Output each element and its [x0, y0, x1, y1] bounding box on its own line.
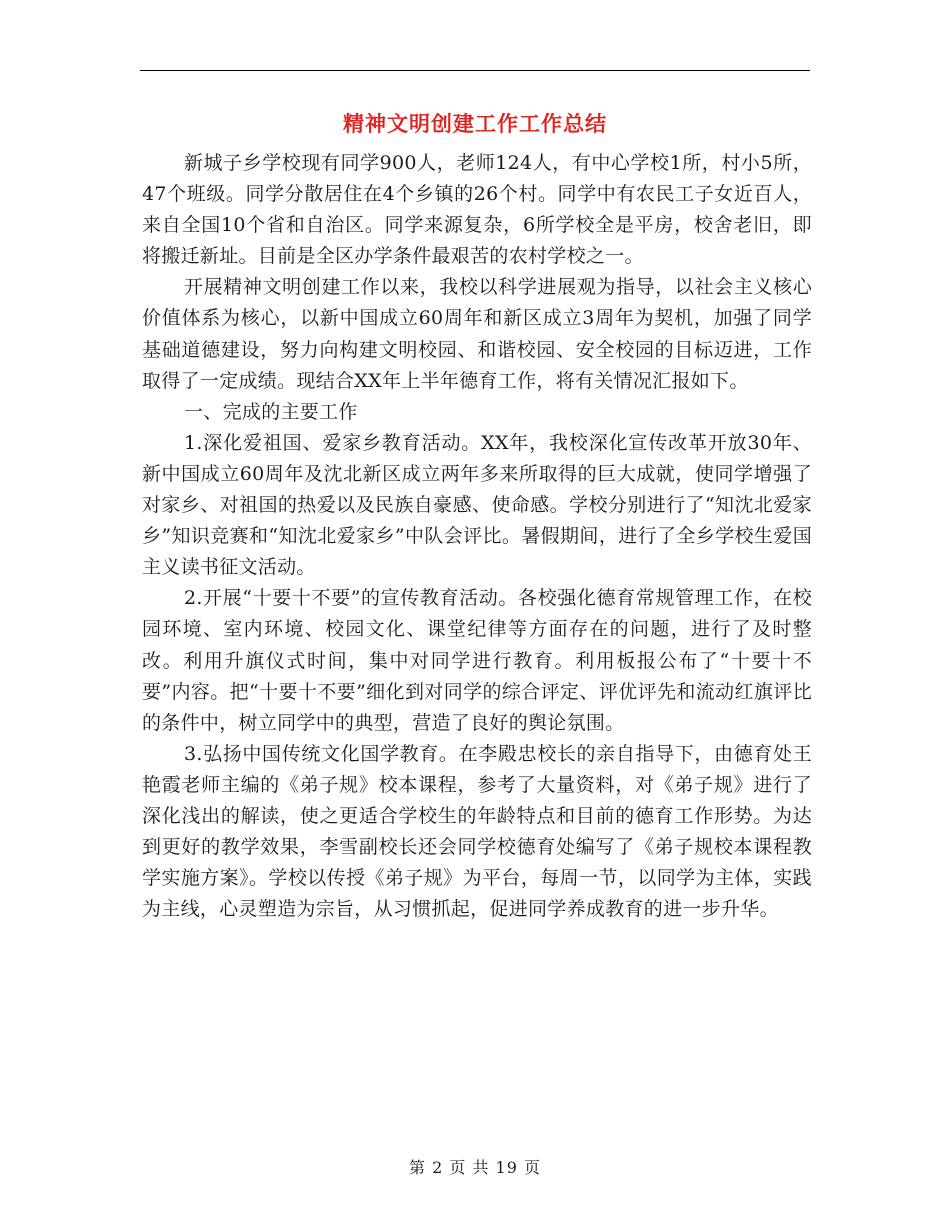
- section-heading: 一、完成的主要工作: [184, 400, 358, 423]
- header-rule: [140, 70, 810, 71]
- page-number: 第 2 页 共 19 页: [409, 1158, 541, 1177]
- paragraph-intro: 新城子乡学校现有同学900人，老师124人，有中心学校1所，村小5所，47个班级。同学分散居住在4个乡镇的26个村。同学中有农民工子女近百人，来自全国10个省和自治区。同学来源复杂，6所学校全是平房，校舍老旧，即将搬迁新址。目前是全区办学条件最艰苦的农村学校之一。: [142, 152, 812, 268]
- document-title: 精神文明创建工作工作总结: [343, 111, 607, 136]
- paragraph-item-1: 1.深化爱祖国、爱家乡教育活动。XX年，我校深化宣传改革开放30年、新中国成立60周年及沈北新区成立两年多来所取得的巨大成就，使同学增强了对家乡、对祖国的热爱以及民族自豪感、使命感。学校分别进行了“知沈北爱家乡”知识竞赛和“知沈北爱家乡”中队会评比。暑假期间，进行了全乡学校生爱国主义读书征文活动。: [142, 431, 812, 579]
- paragraph-item-3: 3.弘扬中国传统文化国学教育。在李殿忠校长的亲自指导下，由德育处王艳霞老师主编的《弟子规》校本课程，参考了大量资料，对《弟子规》进行了深化浅出的解读，使之更适合学校生的年龄特点和目前的德育工作形势。为达到更好的教学效果，李雪副校长还会同学校德育处编写了《弟子规校本课程教学实施方案》。学校以传授《弟子规》为平台，每周一节，以同学为主体，实践为主线，心灵塑造为宗旨，从习惯抓起，促进同学养成教育的进一步升华。: [142, 742, 812, 921]
- paragraph-item-2: 2.开展“十要十不要”的宣传教育活动。各校强化德育常规管理工作，在校园环境、室内环境、校园文化、课堂纪律等方面存在的问题，进行了及时整改。利用升旗仪式时间，集中对同学进行教育。利用板报公布了“十要十不要”内容。把“十要十不要”细化到对同学的综合评定、评优评先和流动红旗评比的条件中，树立同学中的典型，营造了良好的舆论氛围。: [142, 587, 812, 734]
- document-body: [142, 148, 812, 925]
- paragraph-overview: 开展精神文明创建工作以来，我校以科学进展观为指导，以社会主义核心价值体系为核心，以新中国成立60周年和新区成立3周年为契机，加强了同学基础道德建设，努力向构建文明校园、和谐校园、安全校园的目标迈进，工作取得了一定成绩。现结合XX年上半年德育工作，将有关情况汇报如下。: [142, 276, 812, 392]
